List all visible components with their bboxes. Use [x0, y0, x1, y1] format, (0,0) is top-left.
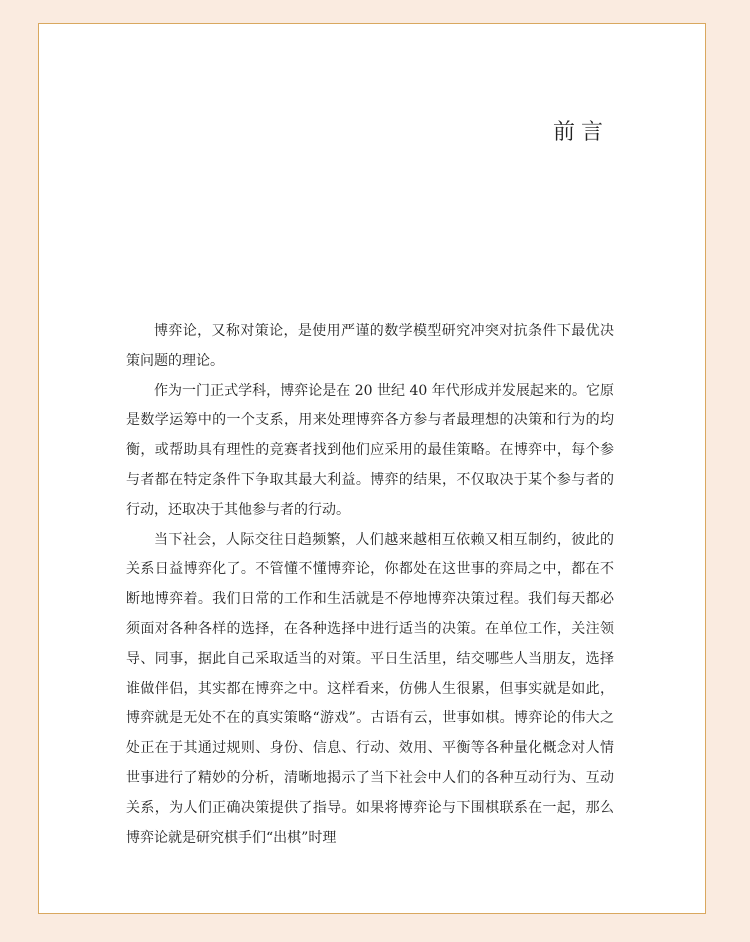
paragraph-1: 博弈论，又称对策论，是使用严谨的数学模型研究冲突对抗条件下最优决策问题的理论。	[126, 323, 614, 369]
paragraph-2: 作为一门正式学科，博弈论是在 20 世纪 40 年代形成并发展起来的。它原是数学运筹中的一个支系，用来处理博弈各方参与者最理想的决策和行为的均衡，或帮助具有理性的竞赛者找到他们应采用的最佳策略。在博弈中，每个参与者都在特定条件下争取其最大利益。博弈的结果，不仅取决于某个参与者的行动，还取决于其他参与者的行动。	[126, 382, 614, 518]
body-text	[126, 317, 614, 853]
paragraph-3: 当下社会，人际交往日趋频繁，人们越来越相互依赖又相互制约，彼此的关系日益博弈化了。不管懂不懂博弈论，你都处在这世事的弈局之中，都在不断地博弈着。我们日常的工作和生活就是不停地博弈决策过程。我们每天都必须面对各种各样的选择，在各种选择中进行适当的决策。在单位工作，关注领导、同事，据此自己采取适当的对策。平日生活里，结交哪些人当朋友，选择谁做伴侣，其实都在博弈之中。这样看来，仿佛人生很累，但事实就是如此，博弈就是无处不在的真实策略“游戏”。古语有云，世事如棋。博弈论的伟大之处正在于其通过规则、身份、信息、行动、效用、平衡等各种量化概念对人情世事进行了精妙的分析，清晰地揭示了当下社会中人们的各种互动行为、互动关系，为人们正确决策提供了指导。如果将博弈论与下围棋联系在一起，那么博弈论就是研究棋手们“出棋”时理	[126, 531, 614, 846]
page-title: 前言	[553, 120, 610, 145]
